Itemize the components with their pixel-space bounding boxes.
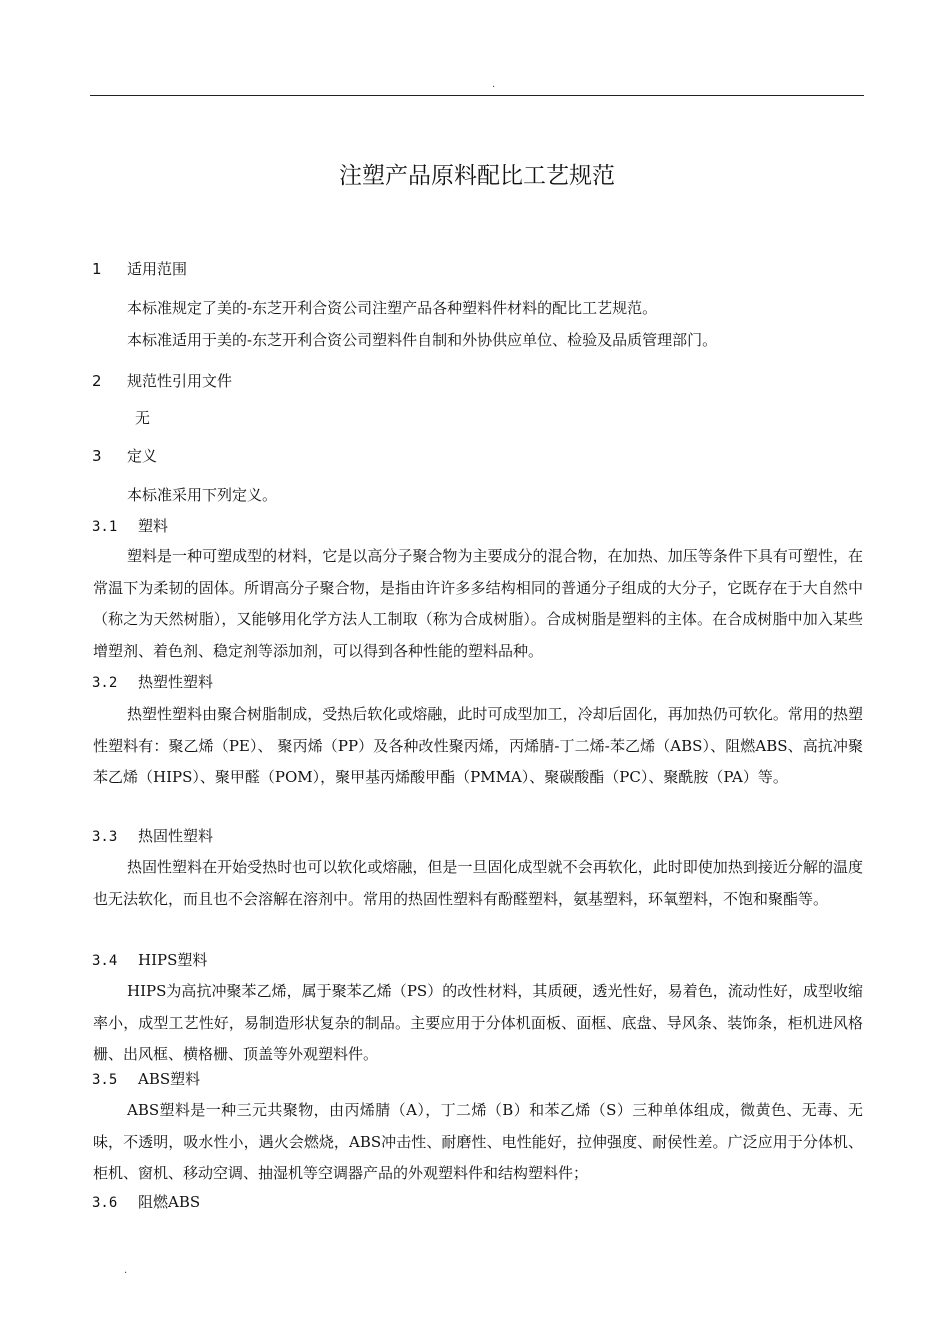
document-title: 注塑产品原料配比工艺规范: [339, 163, 615, 189]
section-3-heading: [92, 446, 157, 466]
section-number: 3: [92, 447, 102, 465]
section-title: 适用范围: [127, 260, 188, 278]
footer-mark: .: [124, 1265, 128, 1276]
section-3-5-body: ABS塑料是一种三元共聚物，由丙烯腈（A），丁二烯（B）和苯乙烯（S）三种单体组成，微黄色、无毒、无味，不透明，吸水性小，遇火会燃烧，ABS冲击性、耐磨性、电性能好，拉伸强度、耐侯性差。广泛应用于分体机、柜机、窗机、移动空调、抽湿机等空调器产品的外观塑料件和结构塑料件；: [93, 1101, 863, 1182]
section-number: 3.1: [92, 519, 118, 535]
section-number: 1: [92, 260, 102, 278]
section-1-paragraph-2: 本标准适用于美的-东芝开利合资公司塑料件自制和外协供应单位、检验及品质管理部门。: [127, 331, 718, 349]
section-number: 2: [92, 372, 102, 390]
section-title: 定义: [127, 447, 158, 465]
section-3-1-body: 塑料是一种可塑成型的材料，它是以高分子聚合物为主要成分的混合物，在加热、加压等条件下具有可塑性，在常温下为柔韧的固体。所谓高分子聚合物，是指由许许多多结构相同的普通分子组成的大分子，它既存在于大自然中（称之为天然树脂），又能够用化学方法人工制取（称为合成树脂）。合成树脂是塑料的主体。在合成树脂中加入某些增塑剂、着色剂、稳定剂等添加剂，可以得到各种性能的塑料品种。: [93, 547, 863, 660]
section-title: 阻燃ABS: [138, 1193, 201, 1211]
section-title: 规范性引用文件: [127, 372, 233, 390]
section-number: 3.2: [92, 675, 118, 691]
section-number: 3.4: [92, 953, 118, 969]
section-3-5-heading: [92, 1069, 200, 1090]
section-3-3-heading: [92, 826, 213, 847]
section-3-1-heading: [92, 516, 168, 537]
section-title: HIPS塑料: [138, 951, 208, 969]
section-title: 塑料: [138, 517, 169, 535]
section-title: 热塑性塑料: [138, 673, 214, 691]
section-number: 3.5: [92, 1072, 118, 1088]
section-2-paragraph: 无: [135, 409, 151, 427]
section-3-2-heading: [92, 672, 213, 693]
section-1-heading: [92, 259, 187, 279]
section-3-4-heading: [92, 950, 207, 971]
header-mark: .: [492, 79, 496, 90]
section-3-paragraph: 本标准采用下列定义。: [127, 486, 278, 504]
section-number: 3.6: [92, 1195, 118, 1211]
section-3-2-body: 热塑性塑料由聚合树脂制成，受热后软化或熔融，此时可成型加工，冷却后固化，再加热仍可软化。常用的热塑性塑料有：聚乙烯（PE）、 聚丙烯（PP）及各种改性聚丙烯，丙烯腈-丁二烯-苯乙烯（ABS）、阻燃ABS、高抗冲聚苯乙烯（HIPS）、聚甲醛（POM），聚甲基丙烯酸甲酯（PMMA）、聚碳酸酯（PC）、聚酰胺（PA）等。: [93, 705, 863, 786]
section-3-3-body: 热固性塑料在开始受热时也可以软化或熔融，但是一旦固化成型就不会再软化，此时即使加热到接近分解的温度也无法软化，而且也不会溶解在溶剂中。常用的热固性塑料有酚醛塑料，氨基塑料，环氧塑料，不饱和聚酯等。: [93, 858, 863, 908]
section-number: 3.3: [92, 829, 118, 845]
section-title: ABS塑料: [138, 1070, 201, 1088]
section-3-4-body: HIPS为高抗冲聚苯乙烯，属于聚苯乙烯（PS）的改性材料，其质硬，透光性好，易着色，流动性好，成型收缩率小，成型工艺性好，易制造形状复杂的制品。主要应用于分体机面板、面框、底盘、导风条、装饰条，柜机进风格栅、出风框、横格栅、顶盖等外观塑料件。: [93, 982, 863, 1063]
section-1-paragraph-1: 本标准规定了美的-东芝开利合资公司注塑产品各种塑料件材料的配比工艺规范。: [127, 299, 658, 317]
section-3-6-heading: [92, 1192, 200, 1213]
section-title: 热固性塑料: [138, 827, 214, 845]
header-rule: [90, 95, 864, 96]
section-2-heading: [92, 371, 232, 391]
